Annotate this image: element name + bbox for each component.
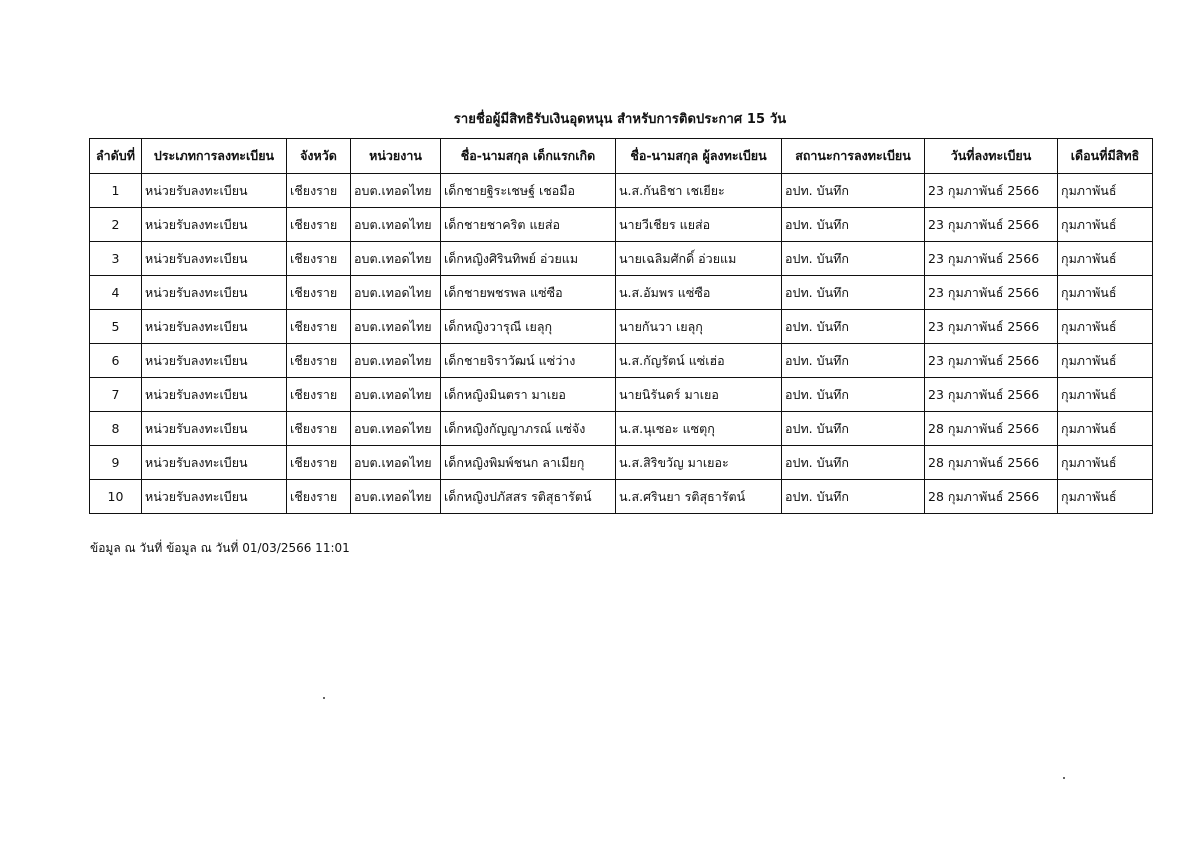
- cell-province: เชียงราย: [287, 174, 351, 208]
- cell-eligible-month: กุมภาพันธ์: [1058, 242, 1153, 276]
- cell-registration-status: อปท. บันทึก: [782, 446, 925, 480]
- cell-registration-date: 28 กุมภาพันธ์ 2566: [925, 446, 1058, 480]
- cell-registration-type: หน่วยรับลงทะเบียน: [142, 412, 287, 446]
- cell-no: 1: [90, 174, 142, 208]
- cell-registration-status: อปท. บันทึก: [782, 276, 925, 310]
- cell-province: เชียงราย: [287, 412, 351, 446]
- cell-registration-date: 23 กุมภาพันธ์ 2566: [925, 242, 1058, 276]
- cell-eligible-month: กุมภาพันธ์: [1058, 310, 1153, 344]
- cell-no: 6: [90, 344, 142, 378]
- cell-no: 2: [90, 208, 142, 242]
- cell-newborn-name: เด็กหญิงปภัสสร รติสุธารัตน์: [441, 480, 616, 514]
- cell-agency: อบต.เทอดไทย: [351, 242, 441, 276]
- cell-province: เชียงราย: [287, 208, 351, 242]
- table-row: [90, 276, 1153, 310]
- cell-registration-type: หน่วยรับลงทะเบียน: [142, 480, 287, 514]
- cell-registrant-name: น.ส.สิริขวัญ มาเยอะ: [616, 446, 782, 480]
- cell-registration-status: อปท. บันทึก: [782, 208, 925, 242]
- cell-eligible-month: กุมภาพันธ์: [1058, 480, 1153, 514]
- cell-registrant-name: น.ส.อัมพร แซ่ซือ: [616, 276, 782, 310]
- cell-registrant-name: น.ส.กัญรัตน์ แซ่เฮ่อ: [616, 344, 782, 378]
- cell-province: เชียงราย: [287, 344, 351, 378]
- cell-province: เชียงราย: [287, 242, 351, 276]
- table-row: [90, 412, 1153, 446]
- cell-registration-type: หน่วยรับลงทะเบียน: [142, 174, 287, 208]
- cell-registrant-name: นายกันวา เยลุกุ: [616, 310, 782, 344]
- cell-newborn-name: เด็กหญิงกัญญาภรณ์ แซ่จัง: [441, 412, 616, 446]
- cell-registrant-name: น.ส.กันธิชา เชเยียะ: [616, 174, 782, 208]
- cell-agency: อบต.เทอดไทย: [351, 412, 441, 446]
- cell-registration-status: อปท. บันทึก: [782, 412, 925, 446]
- data-as-of-note: ข้อมูล ณ วันที่ ข้อมูล ณ วันที่ 01/03/2566 11:01: [90, 541, 350, 555]
- cell-no: 7: [90, 378, 142, 412]
- cell-agency: อบต.เทอดไทย: [351, 310, 441, 344]
- header-agency: หน่วยงาน: [351, 139, 441, 174]
- header-registration-date: วันที่ลงทะเบียน: [925, 139, 1058, 174]
- header-registration-type: ประเภทการลงทะเบียน: [142, 139, 287, 174]
- cell-no: 8: [90, 412, 142, 446]
- cell-no: 9: [90, 446, 142, 480]
- cell-registration-date: 23 กุมภาพันธ์ 2566: [925, 208, 1058, 242]
- cell-agency: อบต.เทอดไทย: [351, 174, 441, 208]
- cell-eligible-month: กุมภาพันธ์: [1058, 276, 1153, 310]
- cell-registration-date: 23 กุมภาพันธ์ 2566: [925, 276, 1058, 310]
- cell-registration-type: หน่วยรับลงทะเบียน: [142, 344, 287, 378]
- cell-eligible-month: กุมภาพันธ์: [1058, 344, 1153, 378]
- scan-speck: [323, 697, 325, 699]
- cell-eligible-month: กุมภาพันธ์: [1058, 446, 1153, 480]
- header-no: ลำดับที่: [90, 139, 142, 174]
- cell-newborn-name: เด็กหญิงพิมพ์ชนก ลาเมียกุ: [441, 446, 616, 480]
- header-province: จังหวัด: [287, 139, 351, 174]
- cell-no: 10: [90, 480, 142, 514]
- cell-agency: อบต.เทอดไทย: [351, 446, 441, 480]
- cell-registrant-name: น.ส.นุเซอะ แซตุกุ: [616, 412, 782, 446]
- cell-newborn-name: เด็กหญิงมินตรา มาเยอ: [441, 378, 616, 412]
- cell-registration-type: หน่วยรับลงทะเบียน: [142, 276, 287, 310]
- cell-eligible-month: กุมภาพันธ์: [1058, 174, 1153, 208]
- cell-registrant-name: นายวีเชียร แยส่อ: [616, 208, 782, 242]
- document-title: รายชื่อผู้มีสิทธิรับเงินอุดหนุน สำหรับการติดประกาศ 15 วัน: [453, 112, 787, 127]
- table-row: [90, 480, 1153, 514]
- cell-eligible-month: กุมภาพันธ์: [1058, 412, 1153, 446]
- cell-agency: อบต.เทอดไทย: [351, 276, 441, 310]
- cell-no: 3: [90, 242, 142, 276]
- cell-registration-status: อปท. บันทึก: [782, 378, 925, 412]
- cell-registration-date: 23 กุมภาพันธ์ 2566: [925, 378, 1058, 412]
- cell-registration-date: 23 กุมภาพันธ์ 2566: [925, 344, 1058, 378]
- table-row: [90, 174, 1153, 208]
- cell-registration-date: 23 กุมภาพันธ์ 2566: [925, 310, 1058, 344]
- cell-registration-type: หน่วยรับลงทะเบียน: [142, 310, 287, 344]
- cell-registration-status: อปท. บันทึก: [782, 174, 925, 208]
- cell-eligible-month: กุมภาพันธ์: [1058, 208, 1153, 242]
- cell-province: เชียงราย: [287, 276, 351, 310]
- scan-speck: [1063, 777, 1065, 779]
- table-row: [90, 446, 1153, 480]
- cell-registration-type: หน่วยรับลงทะเบียน: [142, 242, 287, 276]
- cell-registration-date: 28 กุมภาพันธ์ 2566: [925, 480, 1058, 514]
- table-header-row: [90, 139, 1153, 174]
- cell-registration-status: อปท. บันทึก: [782, 242, 925, 276]
- cell-newborn-name: เด็กชายพชรพล แซ่ซือ: [441, 276, 616, 310]
- cell-province: เชียงราย: [287, 480, 351, 514]
- cell-newborn-name: เด็กชายจิราวัฒน์ แซ่ว่าง: [441, 344, 616, 378]
- cell-province: เชียงราย: [287, 310, 351, 344]
- cell-registration-date: 28 กุมภาพันธ์ 2566: [925, 412, 1058, 446]
- cell-no: 5: [90, 310, 142, 344]
- table-row: [90, 242, 1153, 276]
- cell-newborn-name: เด็กชายชาคริต แยส่อ: [441, 208, 616, 242]
- cell-registration-type: หน่วยรับลงทะเบียน: [142, 378, 287, 412]
- cell-agency: อบต.เทอดไทย: [351, 344, 441, 378]
- cell-registration-type: หน่วยรับลงทะเบียน: [142, 446, 287, 480]
- cell-newborn-name: เด็กหญิงศิรินทิพย์ อ่วยแม: [441, 242, 616, 276]
- cell-agency: อบต.เทอดไทย: [351, 480, 441, 514]
- cell-registrant-name: นายเฉลิมศักดิ์ อ่วยแม: [616, 242, 782, 276]
- table-row: [90, 310, 1153, 344]
- header-newborn-name: ชื่อ-นามสกุล เด็กแรกเกิด: [441, 139, 616, 174]
- cell-agency: อบต.เทอดไทย: [351, 208, 441, 242]
- cell-registration-type: หน่วยรับลงทะเบียน: [142, 208, 287, 242]
- cell-province: เชียงราย: [287, 378, 351, 412]
- cell-newborn-name: เด็กชายฐิระเชษฐ์ เชอมือ: [441, 174, 616, 208]
- cell-registration-status: อปท. บันทึก: [782, 480, 925, 514]
- cell-registration-date: 23 กุมภาพันธ์ 2566: [925, 174, 1058, 208]
- cell-registrant-name: นายนิรันดร์ มาเยอ: [616, 378, 782, 412]
- table-row: [90, 208, 1153, 242]
- cell-registrant-name: น.ส.ศรินยา รติสุธารัตน์: [616, 480, 782, 514]
- cell-no: 4: [90, 276, 142, 310]
- cell-registration-status: อปท. บันทึก: [782, 310, 925, 344]
- header-registration-status: สถานะการลงทะเบียน: [782, 139, 925, 174]
- cell-newborn-name: เด็กหญิงวารุณี เยลุกุ: [441, 310, 616, 344]
- cell-agency: อบต.เทอดไทย: [351, 378, 441, 412]
- header-eligible-month: เดือนที่มีสิทธิ: [1058, 139, 1153, 174]
- cell-registration-status: อปท. บันทึก: [782, 344, 925, 378]
- header-registrant-name: ชื่อ-นามสกุล ผู้ลงทะเบียน: [616, 139, 782, 174]
- cell-province: เชียงราย: [287, 446, 351, 480]
- eligible-recipients-table: [89, 138, 1153, 514]
- table-row: [90, 378, 1153, 412]
- cell-eligible-month: กุมภาพันธ์: [1058, 378, 1153, 412]
- table-row: [90, 344, 1153, 378]
